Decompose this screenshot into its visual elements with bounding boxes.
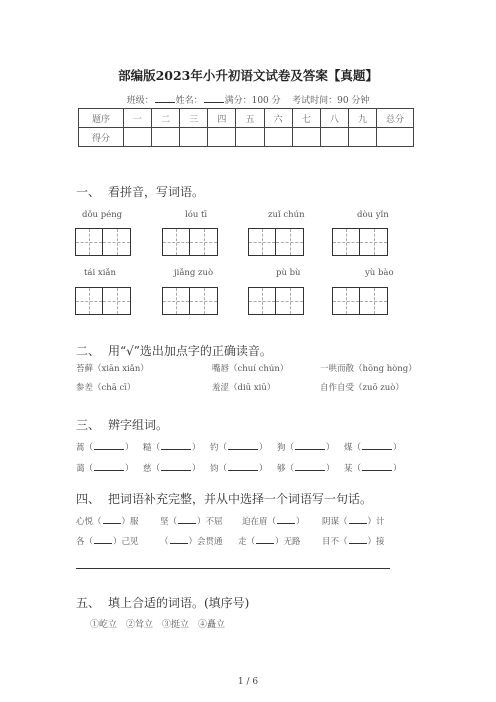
pinyin-label: dǒu péng — [82, 210, 123, 220]
exam-time: 考试时间：90 分钟 — [292, 96, 370, 106]
close-paren: ） — [326, 464, 335, 474]
writing-grid[interactable] — [332, 287, 388, 315]
grid-cell[interactable] — [249, 288, 276, 314]
score-header-cell: 七 — [292, 109, 320, 128]
score-header-row — [79, 109, 414, 128]
pinyin-label: jiǎng zuò — [174, 268, 214, 278]
idiom-part: ）不屈 — [197, 517, 223, 527]
idiom-part: ）己见 — [113, 537, 139, 547]
writing-grid[interactable] — [162, 287, 218, 315]
score-header-cell: 题序 — [79, 109, 124, 128]
word-item[interactable] — [210, 462, 268, 474]
word-char: 糙（ — [143, 443, 161, 453]
word-char: 钧（ — [210, 464, 228, 474]
score-cell[interactable] — [348, 128, 376, 147]
answer-blank[interactable] — [178, 515, 196, 524]
writing-grid[interactable] — [332, 228, 388, 256]
section5-heading — [76, 594, 249, 611]
grid-cell[interactable] — [360, 229, 387, 255]
section1-heading — [76, 183, 204, 200]
idiom-item[interactable] — [238, 535, 301, 547]
word-item[interactable] — [344, 462, 402, 474]
word-char: 某（ — [344, 464, 362, 474]
word-item[interactable] — [277, 441, 335, 453]
sentence-answer-line[interactable] — [76, 568, 390, 569]
pinyin-label: lóu tī — [185, 210, 208, 220]
class-label: 班级： — [126, 96, 154, 106]
page-number: 1 / 6 — [237, 677, 259, 687]
close-paren: ） — [393, 464, 402, 474]
score-header-cell: 二 — [152, 109, 180, 128]
word-char: 蔼（ — [76, 464, 94, 474]
pinyin-label: zuǐ chún — [268, 210, 305, 220]
idiom-item[interactable] — [160, 535, 223, 547]
grid-cell[interactable] — [103, 288, 130, 314]
section4-title: 把词语补充完整，并从中选择一个词语写一句话。 — [108, 492, 373, 506]
score-header-cell: 四 — [208, 109, 236, 128]
grid-cell[interactable] — [190, 229, 217, 255]
close-paren: ） — [192, 464, 201, 474]
section5-number: 五、 — [76, 596, 101, 610]
score-cell[interactable] — [208, 128, 236, 147]
name-blank — [204, 93, 224, 103]
grid-cell[interactable] — [103, 229, 130, 255]
idiom-item[interactable] — [322, 535, 385, 547]
full-score: 满分：100 分 — [224, 96, 281, 106]
pinyin-label: dòu yǐn — [357, 210, 389, 220]
writing-grid[interactable] — [75, 228, 131, 256]
score-cell[interactable] — [377, 128, 414, 147]
pinyin-label: tái xiǎn — [84, 268, 116, 278]
reading-item[interactable]: 嘴唇（chuí chún） — [212, 364, 289, 374]
writing-grid[interactable] — [248, 287, 304, 315]
score-header-cell: 三 — [180, 109, 208, 128]
idiom-item[interactable] — [76, 535, 139, 547]
word-item[interactable] — [76, 462, 134, 474]
idiom-part: 各（ — [76, 537, 94, 547]
section4-heading — [76, 490, 372, 507]
idiom-part: 坚（ — [160, 517, 178, 527]
score-header-cell: 六 — [264, 109, 292, 128]
pinyin-label: yù bào — [365, 268, 394, 278]
section2-number: 二、 — [76, 344, 101, 358]
option-list: ①屹立 ②耸立 ③挺立 ④矗立 — [90, 620, 226, 630]
close-paren: ） — [326, 443, 335, 453]
section3-title: 辨字组词。 — [108, 418, 169, 432]
page-title: 部编版2023年小升初语文试卷及答案【真题】 — [118, 68, 378, 83]
idiom-part: ）无路 — [275, 537, 301, 547]
word-item[interactable] — [344, 441, 402, 453]
answer-blank[interactable] — [103, 515, 121, 524]
section1-title: 看拼音，写词语。 — [108, 185, 205, 199]
idiom-part: ）会贯通 — [188, 537, 223, 547]
grid-cell[interactable] — [163, 229, 190, 255]
answer-blank[interactable] — [256, 535, 274, 544]
answer-blank[interactable] — [295, 462, 325, 471]
word-char: 慈（ — [143, 464, 161, 474]
class-blank — [155, 93, 175, 103]
word-item[interactable] — [143, 441, 201, 453]
answer-blank[interactable] — [228, 462, 258, 471]
score-cell[interactable] — [180, 128, 208, 147]
answer-blank[interactable] — [362, 462, 392, 471]
close-paren: ） — [259, 443, 268, 453]
answer-blank[interactable] — [161, 462, 191, 471]
word-char: 够（ — [277, 464, 295, 474]
section2-title: 用“√”选出加点字的正确读音。 — [108, 344, 272, 358]
grid-cell[interactable] — [276, 229, 303, 255]
section1-number: 一、 — [76, 185, 101, 199]
reading-item[interactable]: 一哄而散（hōng hòng） — [320, 364, 417, 374]
idiom-part: 目不（ — [322, 537, 348, 547]
close-paren: ） — [125, 464, 134, 474]
idiom-part: 走（ — [238, 537, 256, 547]
word-char: 蒿（ — [76, 443, 94, 453]
section4-number: 四、 — [76, 492, 101, 506]
idiom-item[interactable] — [322, 515, 385, 527]
score-cell[interactable] — [152, 128, 180, 147]
answer-blank[interactable] — [94, 535, 112, 544]
section3-number: 三、 — [76, 418, 101, 432]
score-cell[interactable] — [124, 128, 152, 147]
answer-blank[interactable] — [161, 441, 191, 450]
grid-cell[interactable] — [76, 229, 103, 255]
score-header-cell: 八 — [320, 109, 348, 128]
answer-blank[interactable] — [349, 515, 367, 524]
score-cell[interactable] — [292, 128, 320, 147]
answer-blank[interactable] — [295, 441, 325, 450]
word-item[interactable] — [277, 462, 335, 474]
reading-item[interactable]: 参差（chā cī） — [76, 383, 136, 393]
idiom-item[interactable] — [160, 515, 223, 527]
answer-blank[interactable] — [170, 535, 188, 544]
idiom-part: 阴谋（ — [322, 517, 348, 527]
grid-cell[interactable] — [190, 288, 217, 314]
score-value-row — [79, 128, 414, 147]
word-char: 煤（ — [344, 443, 362, 453]
score-cell[interactable] — [320, 128, 348, 147]
close-paren: ） — [125, 443, 134, 453]
writing-grid[interactable] — [75, 287, 131, 315]
grid-cell[interactable] — [276, 288, 303, 314]
answer-blank[interactable] — [277, 515, 295, 524]
grid-cell[interactable] — [333, 229, 360, 255]
idiom-part: （ — [160, 537, 169, 547]
idiom-part: ）服 — [121, 517, 139, 527]
answer-blank[interactable] — [94, 462, 124, 471]
score-header-cell: 五 — [236, 109, 264, 128]
idiom-part: ）接 — [367, 537, 385, 547]
word-item[interactable] — [210, 441, 268, 453]
reading-item[interactable]: 苔藓（xiān xiǎn） — [76, 364, 149, 374]
writing-grid[interactable] — [248, 228, 304, 256]
score-header-cell: 一 — [124, 109, 152, 128]
reading-item[interactable]: 羞涩（diū xiū） — [212, 383, 276, 393]
idiom-part: 心悦（ — [76, 517, 102, 527]
grid-cell[interactable] — [360, 288, 387, 314]
section5-title: 填上合适的词语。(填序号) — [108, 596, 250, 610]
score-row-label: 得分 — [79, 128, 124, 147]
word-char: 钓（ — [210, 443, 228, 453]
reading-item[interactable]: 自作自受（zuō zuò） — [320, 383, 404, 393]
answer-blank[interactable] — [94, 441, 124, 450]
exam-info — [0, 93, 496, 106]
answer-blank[interactable] — [362, 441, 392, 450]
score-table — [78, 108, 414, 147]
section3-heading — [76, 416, 168, 433]
pinyin-label: pù bù — [276, 268, 301, 278]
word-char: 狗（ — [277, 443, 295, 453]
close-paren: ） — [192, 443, 201, 453]
grid-cell[interactable] — [249, 229, 276, 255]
score-header-cell: 总分 — [377, 109, 414, 128]
idiom-part: ）计 — [367, 517, 385, 527]
grid-cell[interactable] — [76, 288, 103, 314]
word-item[interactable] — [143, 462, 201, 474]
word-item[interactable] — [76, 441, 134, 453]
score-header-cell: 九 — [348, 109, 376, 128]
idiom-part: ） — [296, 517, 305, 527]
idiom-item[interactable] — [76, 515, 139, 527]
grid-cell[interactable] — [163, 288, 190, 314]
idiom-part: 迫在眉（ — [242, 517, 277, 527]
name-label: 姓名： — [175, 96, 203, 106]
answer-blank[interactable] — [228, 441, 258, 450]
close-paren: ） — [393, 443, 402, 453]
answer-blank[interactable] — [349, 535, 367, 544]
section2-heading — [76, 342, 272, 359]
score-cell[interactable] — [264, 128, 292, 147]
score-cell[interactable] — [236, 128, 264, 147]
idiom-item[interactable] — [242, 515, 305, 527]
close-paren: ） — [259, 464, 268, 474]
grid-cell[interactable] — [333, 288, 360, 314]
writing-grid[interactable] — [162, 228, 218, 256]
